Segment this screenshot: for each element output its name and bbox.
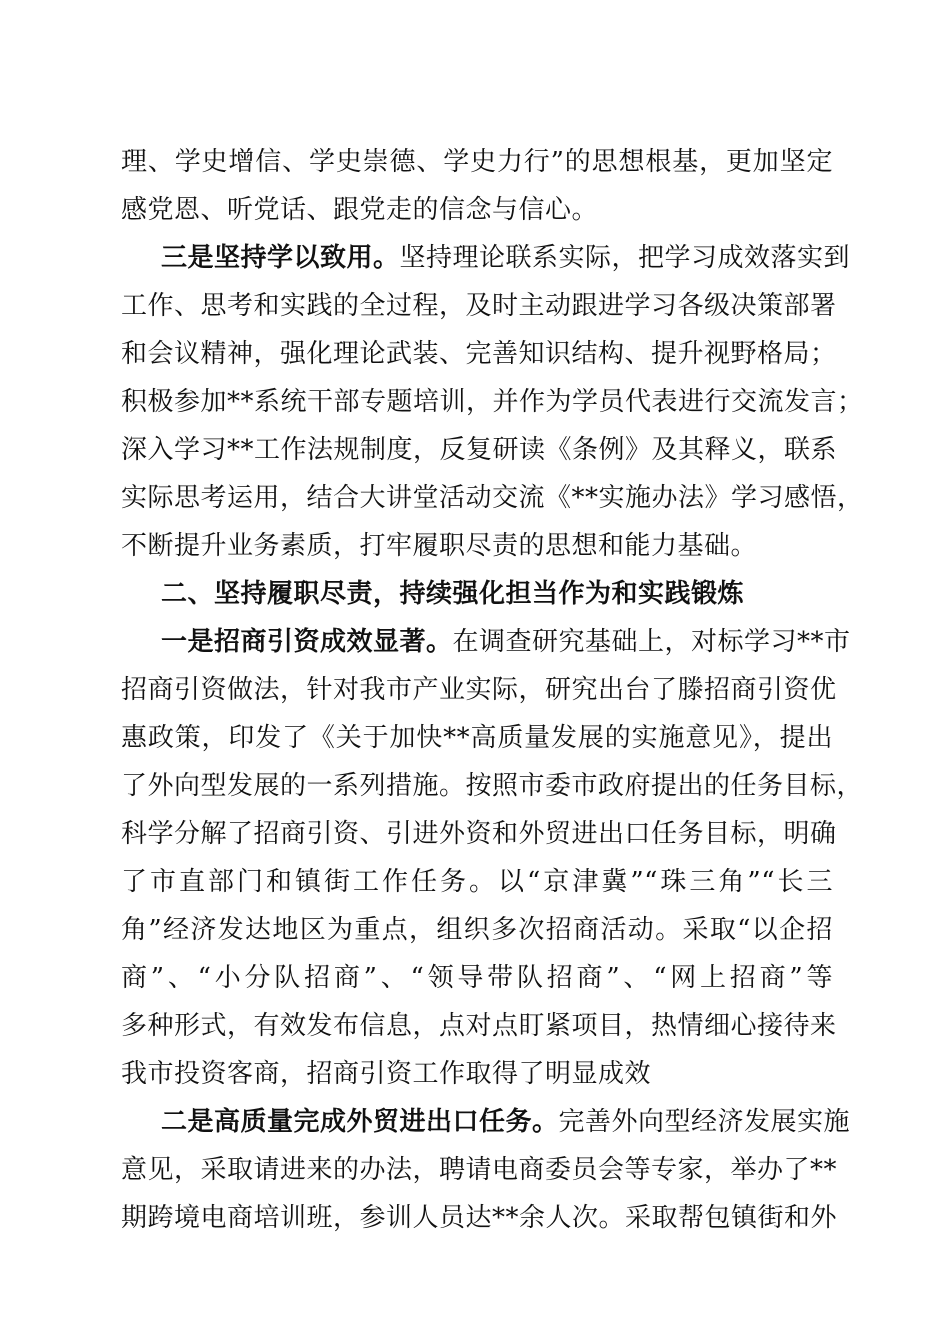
text-line: 期跨境电商培训班，参训人员达**余人次。采取帮包镇街和外: [121, 1203, 838, 1233]
text-line: 不断提升业务素质，打牢履职尽责的思想和能力基础。: [121, 531, 758, 561]
text-line: 了外向型发展的一系列措施。按照市委市政府提出的任务目标，: [121, 771, 864, 801]
paragraph-lead: 一是招商引资成效显著。: [161, 627, 453, 657]
text-line: 惠政策，印发了《关于加快**高质量发展的实施意见》，提出: [121, 723, 833, 753]
text-line: 工作、思考和实践的全过程，及时主动跟进学习各级决策部署: [121, 291, 837, 321]
paragraph-lead: 三是坚持学以致用。: [161, 243, 400, 273]
text-line: 实际思考运用，结合大讲堂活动交流《**实施办法》学习感悟，: [121, 483, 864, 513]
paragraph-heading-line: [161, 1102, 851, 1142]
text-line: 招商引资做法，针对我市产业实际，研究出台了滕招商引资优: [121, 675, 837, 705]
text-line: 了市直部门和镇街工作任务。以“京津冀”“珠三角”“长三: [121, 867, 833, 897]
text-span: 完善外向型经济发展实施: [558, 1107, 851, 1137]
text-line: 感党恩、听党话、跟党走的信念与信心。: [121, 195, 599, 225]
paragraph-heading-line: [161, 238, 851, 278]
text-span: 在调查研究基础上，对标学习**市: [452, 627, 851, 657]
text-line: 多种形式，有效发布信息，点对点盯紧项目，热情细心接待来: [121, 1011, 837, 1041]
text-line: 深入学习**工作法规制度，反复研读《条例》及其释义，联系: [121, 435, 838, 465]
text-line: 角”经济发达地区为重点，组织多次招商活动。采取“以企招: [121, 915, 833, 945]
text-line: 商”、“小分队招商”、“领导带队招商”、“网上招商”等: [121, 963, 833, 993]
text-line: 积极参加**系统干部专题培训，并作为学员代表进行交流发言；: [121, 387, 864, 417]
text-line: 意见，采取请进来的办法，聘请电商委员会等专家，举办了**: [121, 1155, 838, 1185]
text-line: 我市投资客商，招商引资工作取得了明显成效: [121, 1059, 652, 1089]
paragraph-heading-line: [161, 622, 851, 662]
text-line: 理、学史增信、学史崇德、学史力行”的思想根基，更加坚定: [121, 147, 833, 177]
paragraph-lead: 二是高质量完成外贸进出口任务。: [161, 1107, 559, 1137]
section-heading: 二、坚持履职尽责，持续强化担当作为和实践锻炼: [161, 579, 745, 609]
text-span: 坚持理论联系实际，把学习成效落实到: [399, 243, 851, 273]
text-line: 科学分解了招商引资、引进外资和外贸进出口任务目标，明确: [121, 819, 837, 849]
text-line: 和会议精神，强化理论武装、完善知识结构、提升视野格局；: [121, 339, 837, 369]
